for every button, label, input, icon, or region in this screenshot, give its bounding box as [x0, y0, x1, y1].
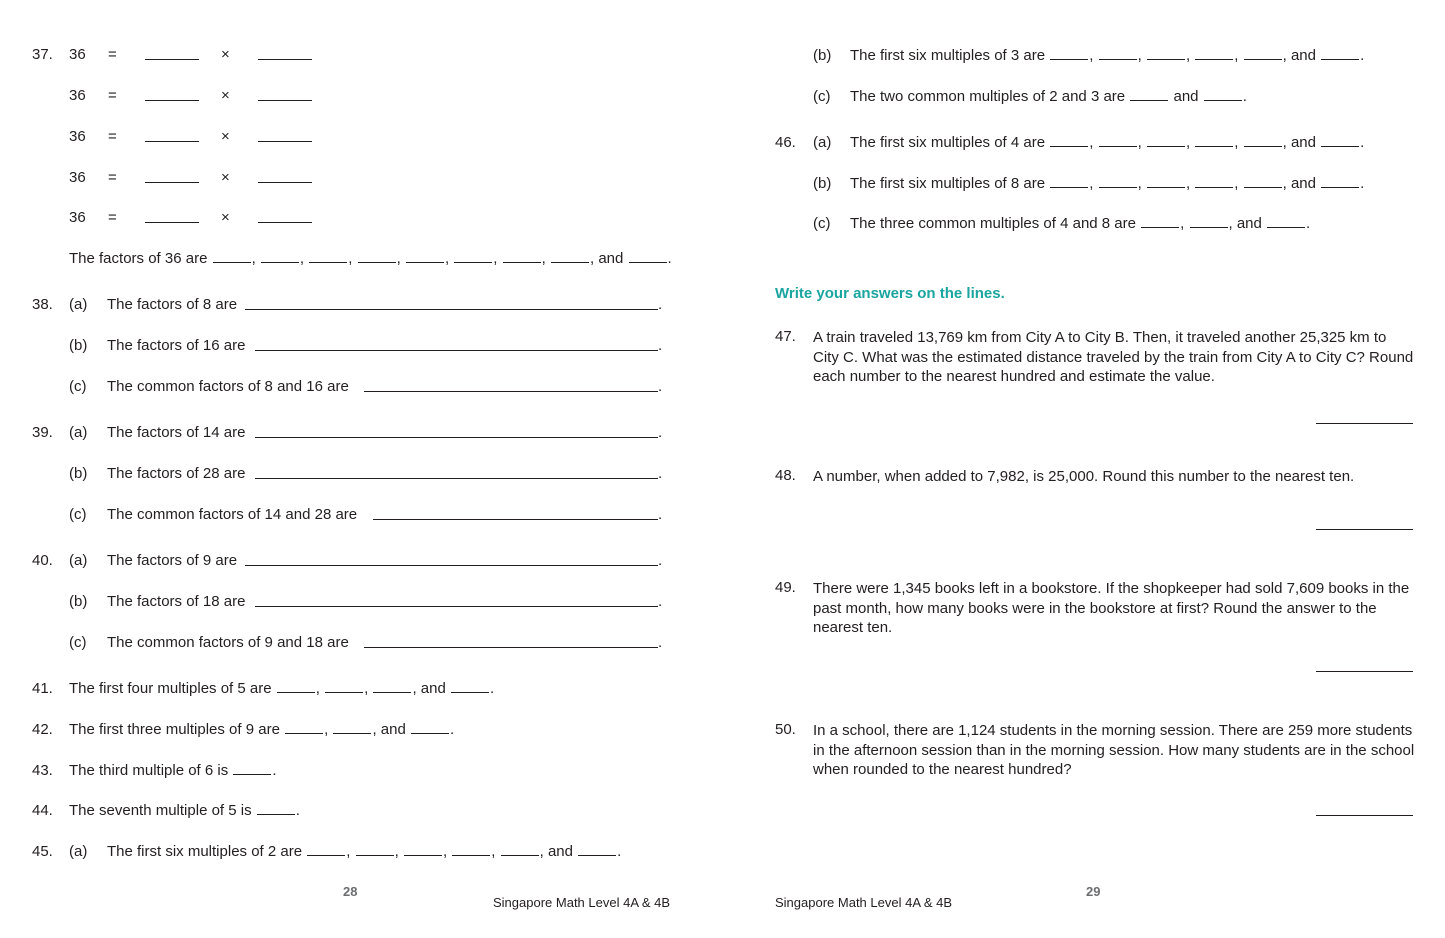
comma: ,	[493, 250, 498, 267]
q46a-line	[850, 134, 1364, 152]
equation-value: 36	[69, 209, 86, 226]
question-text: The factors of 18 are	[107, 593, 246, 610]
answer-blank[interactable]	[1195, 146, 1233, 147]
period: .	[658, 337, 663, 354]
answer-blank[interactable]	[258, 141, 312, 142]
q46b-line	[850, 175, 1364, 193]
and-word: , and	[372, 721, 406, 738]
answer-blank[interactable]	[145, 59, 199, 60]
question-text: The seventh multiple of 5 is	[69, 802, 252, 819]
answer-blank[interactable]	[404, 855, 442, 856]
answer-blank[interactable]	[1190, 227, 1228, 228]
answer-blank[interactable]	[307, 855, 345, 856]
question-text: The three common multiples of 4 and 8 are	[850, 215, 1136, 232]
comma: ,	[1185, 134, 1191, 151]
q45a-line	[107, 843, 621, 861]
times-sign: ×	[221, 209, 230, 226]
page-number: 29	[1086, 884, 1101, 899]
page-footer: Singapore Math Level 4A & 4B	[775, 895, 953, 910]
answer-blank[interactable]	[452, 855, 490, 856]
answer-blank[interactable]	[1321, 59, 1359, 60]
word-problem-text: A number, when added to 7,982, is 25,000. Round this number to the nearest ten.	[813, 468, 1355, 485]
answer-blank[interactable]	[145, 141, 199, 142]
answer-blank[interactable]	[1147, 187, 1185, 188]
comma: ,	[364, 680, 369, 697]
question-number: 50.	[775, 721, 796, 738]
question-text: The factors of 8 are	[107, 296, 238, 313]
period: .	[1360, 134, 1365, 151]
comma: ,	[491, 843, 496, 860]
period: .	[1360, 47, 1365, 64]
answer-blank[interactable]	[309, 262, 347, 263]
question-text: The third multiple of 6 is	[69, 762, 229, 779]
question-number: 40.	[32, 552, 53, 569]
question-number: 41.	[32, 680, 53, 697]
comma: ,	[324, 721, 329, 738]
comma: ,	[299, 250, 305, 267]
answer-blank[interactable]	[1204, 100, 1242, 101]
word-problem-text: There were 1,345 books left in a bookstore. If the shopkeeper had sold 7,609 books in the past month, how many books were in the bookstore at first? Round the answer to the nearest ten.	[813, 580, 1410, 636]
comma: ,	[1234, 47, 1239, 64]
answer-line[interactable]	[245, 309, 658, 310]
sub-label: (b)	[69, 465, 88, 482]
answer-line[interactable]	[1316, 815, 1413, 816]
period: .	[490, 680, 495, 697]
question-number: 37.	[32, 46, 53, 63]
q45b-line	[850, 47, 1364, 65]
answer-line[interactable]	[373, 519, 658, 520]
answer-blank[interactable]	[145, 222, 199, 223]
answer-blank[interactable]	[1195, 187, 1233, 188]
answer-blank[interactable]	[454, 262, 492, 263]
factors-of-36-line	[69, 250, 672, 268]
comma: ,	[346, 843, 351, 860]
sub-label: (c)	[69, 634, 87, 651]
q43-line	[69, 762, 277, 780]
answer-line[interactable]	[1316, 423, 1413, 424]
sub-label: (a)	[69, 296, 88, 313]
question-text: The first six multiples of 4 are	[850, 134, 1046, 151]
sub-label: (c)	[69, 506, 87, 523]
comma: ,	[1185, 175, 1191, 192]
period: .	[1306, 215, 1311, 232]
answer-blank[interactable]	[1050, 59, 1088, 60]
sub-label: (b)	[813, 47, 832, 64]
q42-line	[69, 721, 454, 739]
equals-sign: =	[108, 87, 117, 104]
and-word: , and	[539, 843, 573, 860]
answer-blank[interactable]	[1195, 59, 1233, 60]
q45c-line	[850, 88, 1247, 106]
word-problem-text: A train traveled 13,769 km from City A to City B. Then, it traveled another 25,325 km to City C. What was the estimated distance traveled by the train from City A to City C? Round each number to the nearest hundred and estimate the value.	[813, 329, 1414, 385]
question-number: 38.	[32, 296, 53, 313]
period: .	[658, 634, 663, 651]
sub-label: (a)	[69, 843, 88, 860]
answer-blank[interactable]	[406, 262, 444, 263]
question-text: The two common multiples of 2 and 3 are	[850, 88, 1126, 105]
answer-blank[interactable]	[277, 692, 315, 693]
answer-blank[interactable]	[629, 262, 667, 263]
comma: ,	[1089, 47, 1094, 64]
comma: ,	[442, 843, 448, 860]
comma: ,	[1089, 134, 1094, 151]
answer-blank[interactable]	[356, 855, 394, 856]
period: .	[658, 378, 663, 395]
period: .	[658, 593, 663, 610]
question-number: 39.	[32, 424, 53, 441]
question-text: The factors of 16 are	[107, 337, 246, 354]
comma: ,	[251, 250, 256, 267]
answer-blank[interactable]	[411, 733, 449, 734]
question-text: The factors of 14 are	[107, 424, 246, 441]
page-footer: Singapore Math Level 4A & 4B	[493, 895, 671, 910]
times-sign: ×	[221, 128, 230, 145]
period: .	[450, 721, 455, 738]
answer-blank[interactable]	[258, 100, 312, 101]
answer-blank[interactable]	[1099, 146, 1137, 147]
comma: ,	[396, 250, 401, 267]
word-problem-text: In a school, there are 1,124 students in the morning session. There are 259 more students in the afternoon session than in the morning session. How many students are in the school when rounded to the nearest hundred?	[813, 722, 1415, 778]
equation-value: 36	[69, 87, 86, 104]
answer-line[interactable]	[255, 606, 658, 607]
period: .	[1360, 175, 1365, 192]
answer-blank[interactable]	[145, 100, 199, 101]
comma: ,	[1089, 175, 1094, 192]
answer-blank[interactable]	[1321, 187, 1359, 188]
times-sign: ×	[221, 87, 230, 104]
page-number: 28	[343, 884, 358, 899]
answer-line[interactable]	[364, 391, 658, 392]
question-text: The common factors of 9 and 18 are	[107, 634, 349, 651]
answer-line[interactable]	[255, 478, 658, 479]
comma: ,	[1185, 47, 1191, 64]
answer-blank[interactable]	[503, 262, 541, 263]
comma: ,	[394, 843, 399, 860]
period: .	[272, 762, 277, 779]
comma: ,	[1234, 134, 1239, 151]
answer-blank[interactable]	[233, 774, 271, 775]
answer-line[interactable]	[1316, 671, 1413, 672]
answer-blank[interactable]	[1244, 146, 1282, 147]
equation-value: 36	[69, 128, 86, 145]
and-word: , and	[1282, 47, 1316, 64]
answer-line[interactable]	[364, 647, 658, 648]
answer-line[interactable]	[255, 350, 658, 351]
period: .	[658, 424, 663, 441]
equals-sign: =	[108, 209, 117, 226]
answer-blank[interactable]	[257, 814, 295, 815]
equals-sign: =	[108, 128, 117, 145]
question-text: The factors of 9 are	[107, 552, 238, 569]
question-number: 44.	[32, 802, 53, 819]
sub-label: (a)	[813, 134, 832, 151]
answer-blank[interactable]	[451, 692, 489, 693]
sub-label: (a)	[69, 424, 88, 441]
and-word: , and	[1282, 175, 1316, 192]
comma: ,	[315, 680, 320, 697]
answer-blank[interactable]	[261, 262, 299, 263]
question-number: 42.	[32, 721, 53, 738]
answer-blank[interactable]	[1130, 100, 1168, 101]
comma: ,	[1137, 175, 1142, 192]
and-word: , and	[1282, 134, 1316, 151]
period: .	[658, 465, 663, 482]
question-number: 46.	[775, 134, 796, 151]
answer-blank[interactable]	[258, 182, 312, 183]
period: .	[295, 802, 300, 819]
answer-blank[interactable]	[285, 733, 323, 734]
q46c-line	[850, 215, 1310, 233]
answer-blank[interactable]	[1099, 187, 1137, 188]
section-heading: Write your answers on the lines.	[775, 285, 1005, 302]
sub-label: (c)	[813, 88, 831, 105]
question-number: 43.	[32, 762, 53, 779]
comma: ,	[1234, 175, 1239, 192]
question-text: The factors of 36 are	[69, 250, 208, 267]
question-text: The first six multiples of 3 are	[850, 47, 1046, 64]
comma: ,	[1180, 215, 1185, 232]
answer-blank[interactable]	[1141, 227, 1179, 228]
period: .	[1242, 88, 1247, 105]
question-number: 45.	[32, 843, 53, 860]
answer-blank[interactable]	[1099, 59, 1137, 60]
answer-blank[interactable]	[1050, 146, 1088, 147]
times-sign: ×	[221, 169, 230, 186]
sub-label: (b)	[69, 593, 88, 610]
comma: ,	[1137, 47, 1142, 64]
sub-label: (a)	[69, 552, 88, 569]
question-text: The first six multiples of 8 are	[850, 175, 1046, 192]
sub-label: (c)	[69, 378, 87, 395]
answer-blank[interactable]	[358, 262, 396, 263]
answer-blank[interactable]	[1147, 59, 1185, 60]
sub-label: (b)	[69, 337, 88, 354]
answer-blank[interactable]	[1244, 59, 1282, 60]
question-text: The common factors of 14 and 28 are	[107, 506, 358, 523]
sub-label: (c)	[813, 215, 831, 232]
question-number: 48.	[775, 467, 796, 484]
answer-blank[interactable]	[325, 692, 363, 693]
question-number: 47.	[775, 328, 796, 345]
answer-blank[interactable]	[501, 855, 539, 856]
and-word: , and	[589, 250, 624, 267]
answer-blank[interactable]	[333, 733, 371, 734]
question-number: 49.	[775, 579, 796, 596]
and-word: , and	[1228, 215, 1262, 232]
answer-line[interactable]	[1316, 529, 1413, 530]
equation-value: 36	[69, 169, 86, 186]
comma: ,	[1137, 134, 1142, 151]
period: .	[658, 296, 663, 313]
answer-blank[interactable]	[258, 222, 312, 223]
q41-line	[69, 680, 494, 698]
question-text: The common factors of 8 and 16 are	[107, 378, 349, 395]
period: .	[667, 250, 672, 267]
and-word: and	[1173, 88, 1199, 105]
answer-blank[interactable]	[1321, 146, 1359, 147]
sub-label: (b)	[813, 175, 832, 192]
comma: ,	[541, 250, 546, 267]
equals-sign: =	[108, 169, 117, 186]
answer-blank[interactable]	[578, 855, 616, 856]
answer-line[interactable]	[245, 565, 658, 566]
equals-sign: =	[108, 46, 117, 63]
answer-blank[interactable]	[1147, 146, 1185, 147]
times-sign: ×	[221, 46, 230, 63]
answer-blank[interactable]	[145, 182, 199, 183]
q44-line	[69, 802, 300, 820]
period: .	[658, 506, 663, 523]
question-text: The first four multiples of 5 are	[69, 680, 272, 697]
period: .	[617, 843, 622, 860]
comma: ,	[444, 250, 450, 267]
answer-blank[interactable]	[258, 59, 312, 60]
answer-blank[interactable]	[551, 262, 589, 263]
answer-blank[interactable]	[213, 262, 251, 263]
answer-blank[interactable]	[1050, 187, 1088, 188]
question-text: The factors of 28 are	[107, 465, 246, 482]
answer-blank[interactable]	[1267, 227, 1305, 228]
answer-line[interactable]	[255, 437, 658, 438]
equation-value: 36	[69, 46, 86, 63]
period: .	[658, 552, 663, 569]
question-text: The first six multiples of 2 are	[107, 843, 303, 860]
answer-blank[interactable]	[1244, 187, 1282, 188]
comma: ,	[348, 250, 353, 267]
and-word: , and	[412, 680, 446, 697]
answer-blank[interactable]	[373, 692, 411, 693]
question-text: The first three multiples of 9 are	[69, 721, 280, 738]
